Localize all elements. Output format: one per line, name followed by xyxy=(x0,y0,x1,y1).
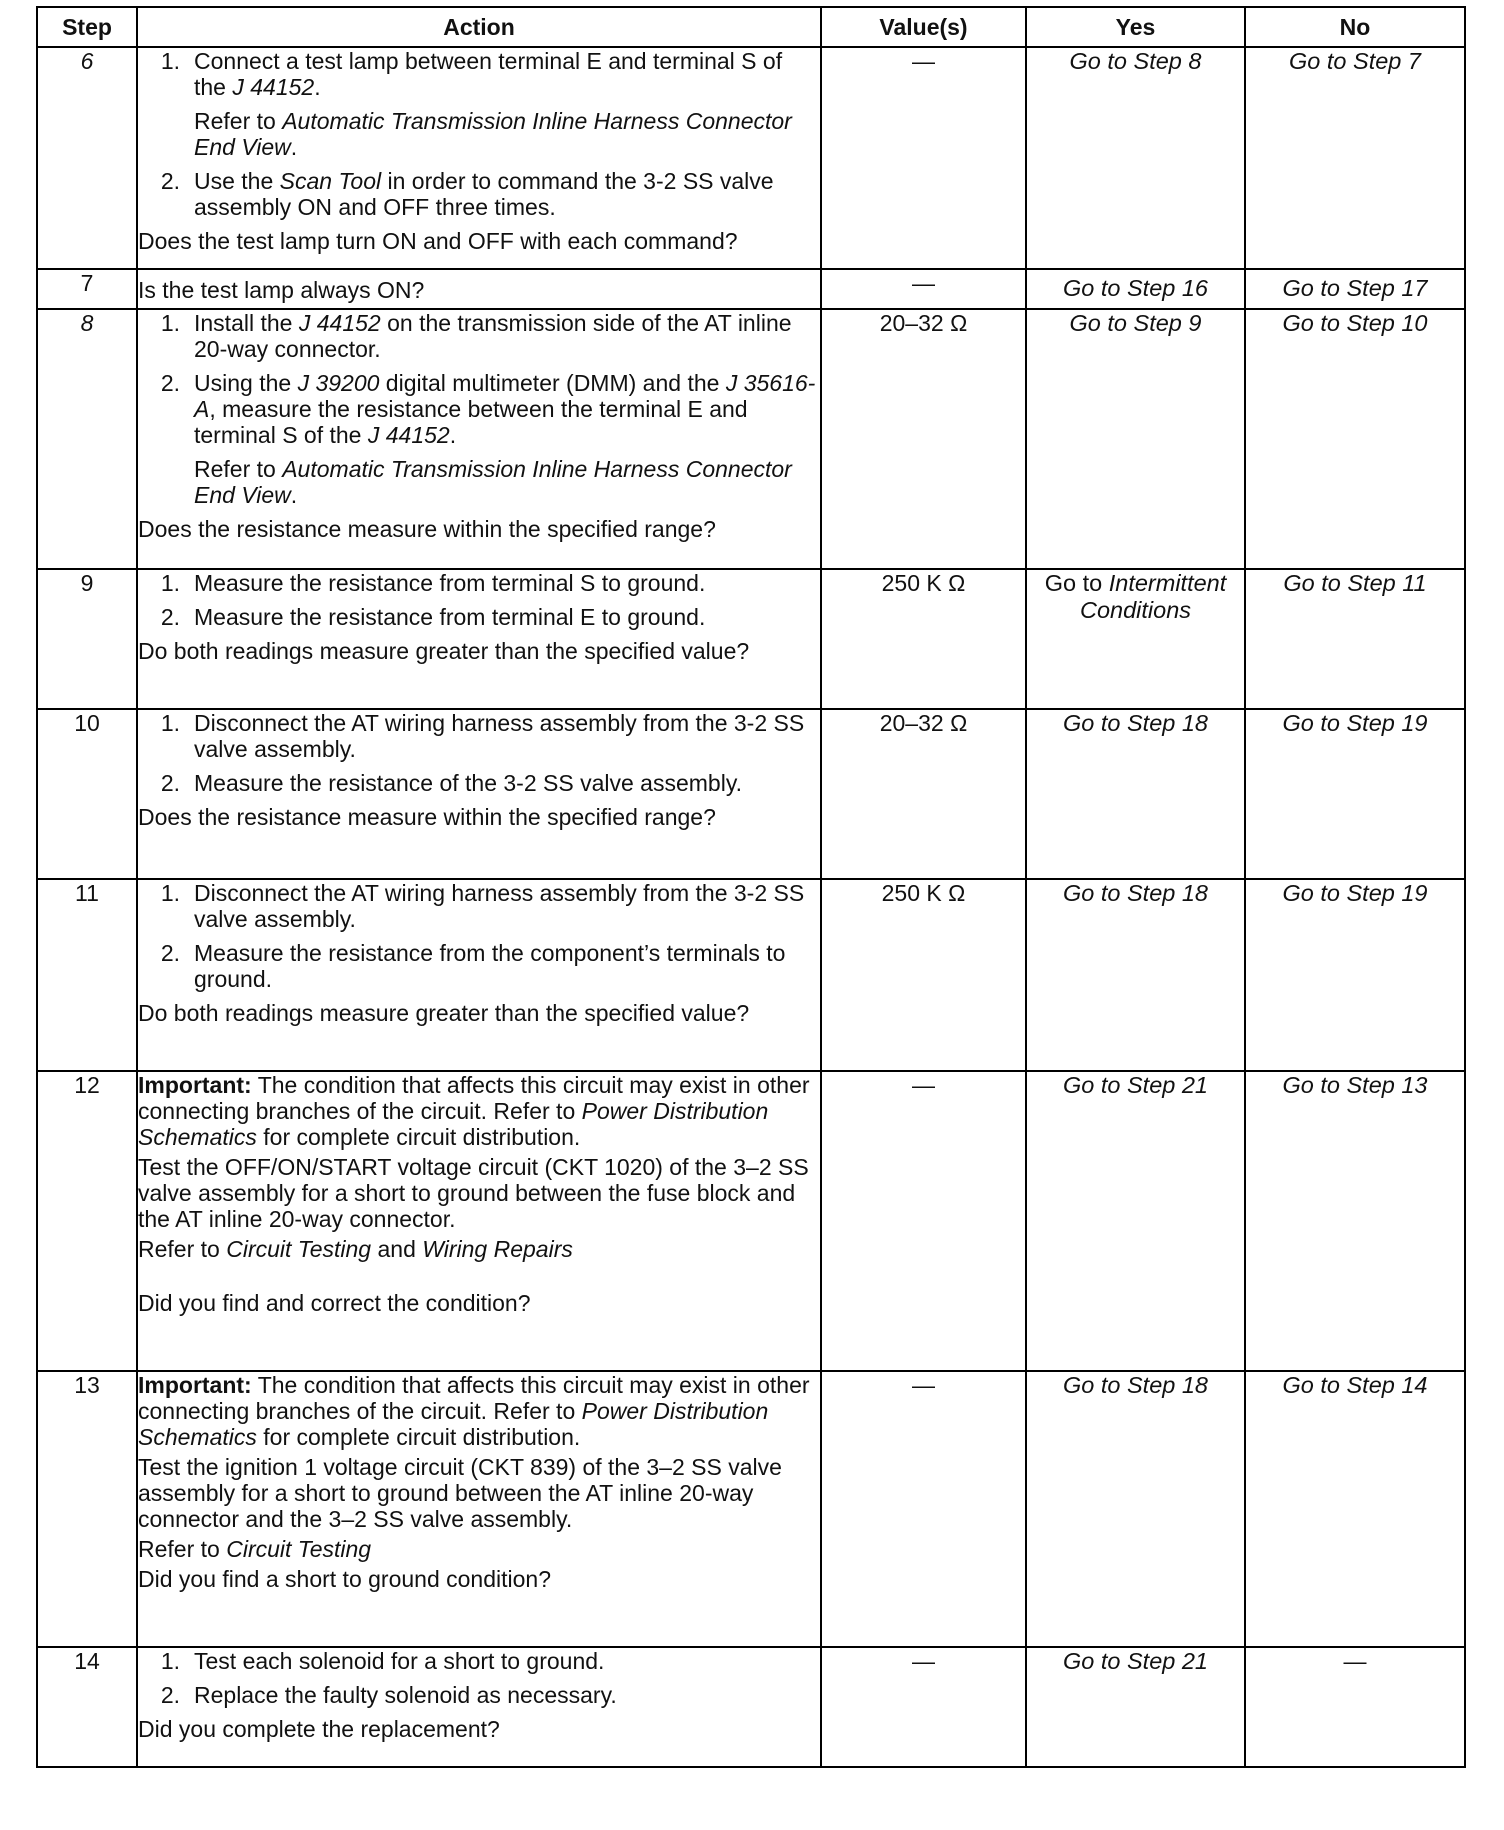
reference-note: Refer to Automatic Transmission Inline Harness Connector End View. xyxy=(194,456,792,508)
no-cell: Go to Step 14 xyxy=(1245,1371,1465,1647)
no-cell: Go to Step 19 xyxy=(1245,879,1465,1071)
action-item: 2. Measure the resistance of the 3-2 SS valve assembly. xyxy=(160,770,743,796)
value-cell: — xyxy=(821,1647,1026,1767)
action-cell xyxy=(137,309,821,569)
table-row-step-12 xyxy=(37,1071,1465,1371)
yes-cell: Go to Step 18 xyxy=(1026,1371,1245,1647)
step-number: 11 xyxy=(37,879,137,1071)
step-number: 10 xyxy=(37,709,137,879)
action-cell xyxy=(137,47,821,269)
no-cell: Go to Step 17 xyxy=(1245,269,1465,309)
table-row-step-11 xyxy=(37,879,1465,1071)
action-cell xyxy=(137,569,821,709)
diagnostic-table xyxy=(36,6,1466,1768)
header-values: Value(s) xyxy=(821,7,1026,47)
action-item: 2. Measure the resistance from the component’s terminals to ground. xyxy=(160,940,786,992)
step-number: 8 xyxy=(37,309,137,569)
test-instruction: Test the OFF/ON/START voltage circuit (CKT 1020) of the 3–2 SS valve assembly for a short to ground between the fuse block and the AT inline 20-way connector. xyxy=(138,1154,809,1232)
value-cell: — xyxy=(821,269,1026,309)
step-number: 13 xyxy=(37,1371,137,1647)
action-item: 2. Using the J 39200 digital multimeter (DMM) and the J 35616-A, measure the resistance between the terminal E and terminal S of the J 44152. xyxy=(160,370,816,448)
action-question: Did you complete the replacement? xyxy=(138,1716,500,1742)
action-question: Is the test lamp always ON? xyxy=(138,277,425,303)
value-cell: 20–32 Ω xyxy=(821,309,1026,569)
action-cell xyxy=(137,1071,821,1371)
step-number: 14 xyxy=(37,1647,137,1767)
action-question: Do both readings measure greater than the specified value? xyxy=(138,1000,750,1026)
action-question: Do both readings measure greater than the specified value? xyxy=(138,638,750,664)
no-cell: Go to Step 13 xyxy=(1245,1071,1465,1371)
no-cell: Go to Step 19 xyxy=(1245,709,1465,879)
yes-cell: Go to Step 21 xyxy=(1026,1071,1245,1371)
table-row-step-13 xyxy=(37,1371,1465,1647)
test-instruction: Test the ignition 1 voltage circuit (CKT 839) of the 3–2 SS valve assembly for a short to ground between the AT inline 20-way connector and the 3–2 SS valve assembly. xyxy=(138,1454,782,1532)
value-cell: — xyxy=(821,1071,1026,1371)
yes-cell: Go to Step 18 xyxy=(1026,879,1245,1071)
action-item: 1. Install the J 44152 on the transmission side of the AT inline 20-way connector. xyxy=(160,310,792,362)
step-number: 9 xyxy=(37,569,137,709)
action-question: Did you find and correct the condition? xyxy=(138,1290,531,1316)
value-cell: 20–32 Ω xyxy=(821,709,1026,879)
action-item: 2. Replace the faulty solenoid as necessary. xyxy=(160,1682,617,1708)
no-cell: Go to Step 7 xyxy=(1245,47,1465,269)
yes-cell: Go to Step 21 xyxy=(1026,1647,1245,1767)
action-item: 1. Connect a test lamp between terminal E and terminal S of the J 44152. xyxy=(160,48,783,100)
yes-cell: Go to Step 9 xyxy=(1026,309,1245,569)
value-cell: — xyxy=(821,47,1026,269)
important-note: Important: The condition that affects this circuit may exist in other connecting branches of the circuit. Refer to Power Distribution Schematics for complete circuit distribution. xyxy=(138,1372,810,1450)
action-cell xyxy=(137,709,821,879)
action-item: 1. Disconnect the AT wiring harness assembly from the 3-2 SS valve assembly. xyxy=(160,710,805,762)
action-item: 1. Disconnect the AT wiring harness assembly from the 3-2 SS valve assembly. xyxy=(160,880,805,932)
action-cell xyxy=(137,1647,821,1767)
header-step: Step xyxy=(37,7,137,47)
action-cell xyxy=(137,1371,821,1647)
action-item: 2. Use the Scan Tool in order to command the 3-2 SS valve assembly ON and OFF three times. xyxy=(160,168,774,220)
reference-note: Refer to Circuit Testing xyxy=(138,1536,372,1562)
action-question: Does the resistance measure within the specified range? xyxy=(138,804,716,830)
no-cell: Go to Step 10 xyxy=(1245,309,1465,569)
action-item: 1. Test each solenoid for a short to ground. xyxy=(160,1648,605,1674)
no-cell: Go to Step 11 xyxy=(1245,569,1465,709)
table-row-step-10 xyxy=(37,709,1465,879)
yes-cell: Go to Step 8 xyxy=(1026,47,1245,269)
important-note: Important: The condition that affects this circuit may exist in other connecting branches of the circuit. Refer to Power Distribution Schematics for complete circuit distribution. xyxy=(138,1072,810,1150)
header-action: Action xyxy=(137,7,821,47)
header-row xyxy=(37,7,1465,47)
yes-cell: Go to Step 18 xyxy=(1026,709,1245,879)
table-row-step-7 xyxy=(37,269,1465,309)
no-cell: — xyxy=(1245,1647,1465,1767)
reference-note: Refer to Automatic Transmission Inline Harness Connector End View. xyxy=(194,108,792,160)
action-item: 2. Measure the resistance from terminal E to ground. xyxy=(160,604,706,630)
yes-cell: Go to Step 16 xyxy=(1026,269,1245,309)
action-question: Did you find a short to ground condition? xyxy=(138,1566,551,1592)
value-cell: 250 K Ω xyxy=(821,569,1026,709)
value-cell: — xyxy=(821,1371,1026,1647)
action-cell xyxy=(137,269,821,309)
table-row-step-8 xyxy=(37,309,1465,569)
action-item: 1. Measure the resistance from terminal S to ground. xyxy=(160,570,706,596)
table-row-step-6 xyxy=(37,47,1465,269)
action-question: Does the test lamp turn ON and OFF with each command? xyxy=(138,228,738,254)
table-row-step-14 xyxy=(37,1647,1465,1767)
header-no: No xyxy=(1245,7,1465,47)
value-cell: 250 K Ω xyxy=(821,879,1026,1071)
yes-cell: Go to Intermittent Conditions xyxy=(1026,569,1245,709)
header-yes: Yes xyxy=(1026,7,1245,47)
step-number: 12 xyxy=(37,1071,137,1371)
action-question: Does the resistance measure within the specified range? xyxy=(138,516,716,542)
step-number: 7 xyxy=(37,269,137,309)
reference-note: Refer to Circuit Testing and Wiring Repairs xyxy=(138,1236,573,1262)
step-number: 6 xyxy=(37,47,137,269)
table-row-step-9 xyxy=(37,569,1465,709)
action-cell xyxy=(137,879,821,1071)
